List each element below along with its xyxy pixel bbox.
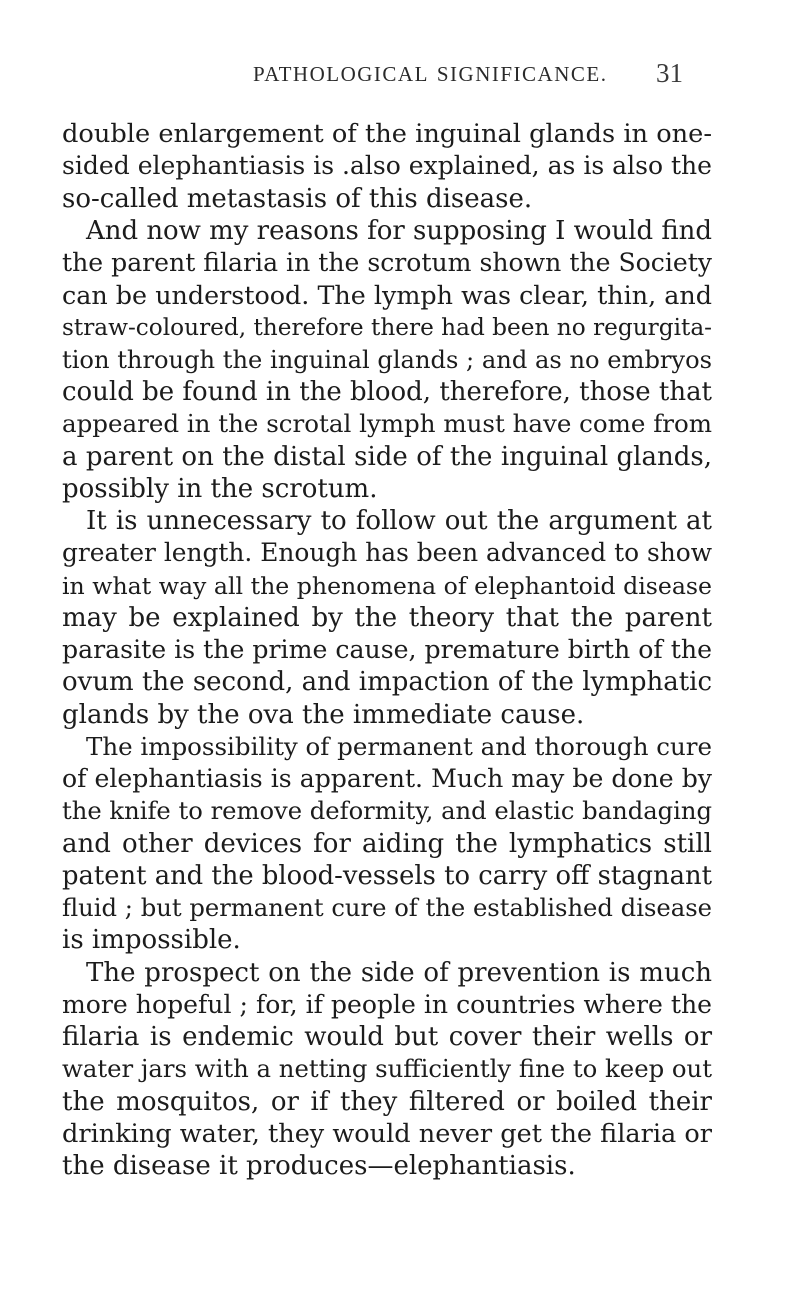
text-line: the mosquitos, or if they filtered or boiled their [62,1086,712,1117]
text-line: of elephantiasis is apparent. Much may be done by [62,764,712,793]
text-line: appeared in the scrotal lymph must have come from [62,409,712,439]
text-line: more hopeful ; for, if people in countries where the [62,989,712,1019]
page-number: 31 [656,58,683,88]
text-line: fluid ; but permanent cure of the established disease [62,893,712,922]
text-line: the parent filaria in the scrotum shown the Society [62,248,712,277]
text-line: greater length. Enough has been advanced to show [62,538,712,568]
body-text [62,118,712,1182]
text-line: parasite is the prime cause, premature birth of the [62,635,712,664]
text-line: in what way all the phenomena of elephantoid disease [62,571,712,600]
text-line: and other devices for aiding the lymphatics still [62,828,712,859]
text-line: the knife to remove deformity, and elastic bandaging [62,797,712,826]
text-line: drinking water, they would never get the filaria or [62,1118,712,1149]
running-head: PATHOLOGICAL SIGNIFICANCE. [253,62,608,86]
text-line: It is unnecessary to follow out the argument at [86,506,712,536]
text-line: so-called metastasis of this disease. [62,183,533,214]
text-line: can be understood. The lymph was clear, thin, and [62,280,712,311]
text-line: the disease it produces—elephantiasis. [62,1151,576,1181]
text-line: glands by the ova the immediate cause. [62,699,585,730]
page-header [0,58,800,92]
text-line: patent and the blood-vessels to carry off stagnant [62,860,712,891]
text-line: ovum the second, and impaction of the lymphatic [62,667,712,698]
text-line: is impossible. [62,925,241,956]
text-line: tion through the inguinal glands ; and as no embryos [62,345,712,374]
text-line: And now my reasons for supposing I would find [86,215,712,246]
text-line: sided elephantiasis is .also explained, as is also the [62,151,712,181]
text-line: The impossibility of permanent and thorough cure [86,731,713,761]
text-line: double enlargement of the inguinal glands in one- [62,119,712,149]
text-line: may be explained by the theory that the parent [62,602,712,633]
text-line: water jars with a netting sufficiently fine to keep out [62,1054,712,1084]
text-line: filaria is endemic would but cover their wells or [62,1022,712,1052]
text-line: a parent on the distal side of the inguinal glands, [62,441,712,472]
text-line: The prospect on the side of prevention is much [86,957,712,988]
text-line: straw-coloured, therefore there had been no regurgita- [62,313,712,341]
text-line: could be found in the blood, therefore, those that [62,377,712,407]
text-line: possibly in the scrotum. [62,473,378,504]
